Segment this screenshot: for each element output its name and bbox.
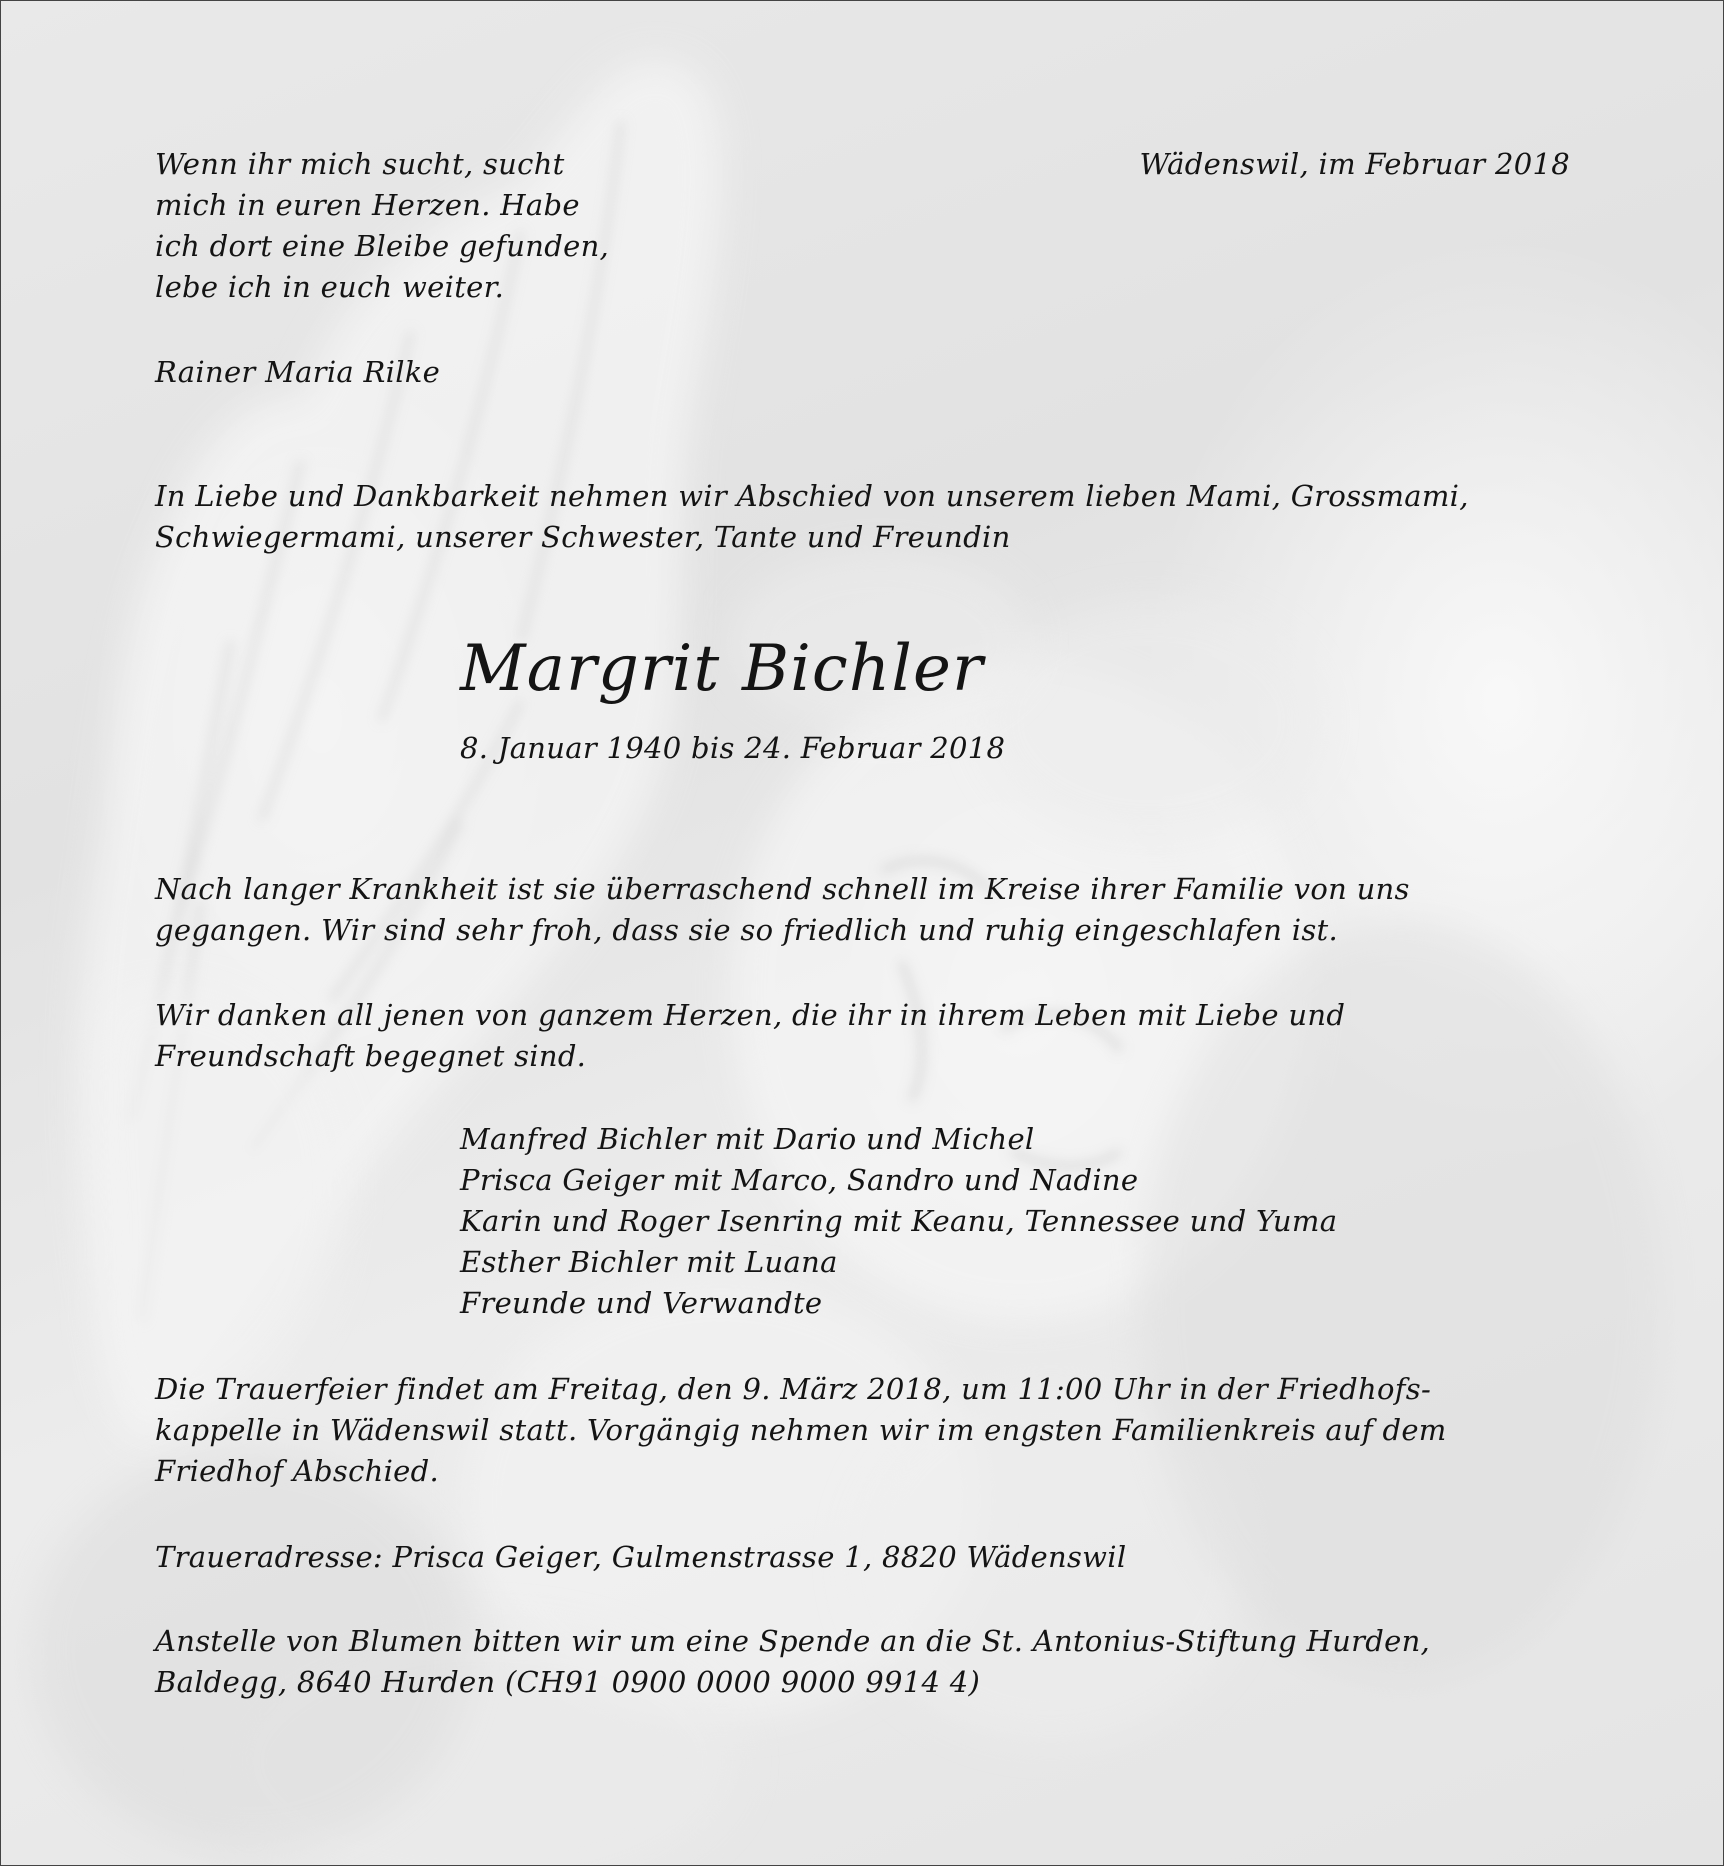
passing-paragraph [155,869,1410,951]
ceremony-info [155,1369,1447,1492]
intro-line: Schwiegermami, unserer Schwester, Tante und Freundin [155,520,1011,554]
ceremony-line: Die Trauerfeier findet am Freitag, den 9. März 2018, um 11:00 Uhr in der Friedhofs- [155,1372,1432,1406]
intro-text [155,476,1469,558]
life-dates: 8. Januar 1940 bis 24. Februar 2018 [460,731,1006,765]
quote-line: mich in euren Herzen. Habe [155,188,580,222]
quote-author: Rainer Maria Rilke [155,355,441,389]
quote-line: lebe ich in euch weiter. [155,270,505,304]
deceased-name: Margrit Bichler [460,632,984,706]
mourner-entry: Prisca Geiger mit Marco, Sandro und Nadine [460,1163,1139,1197]
quote-line: ich dort eine Bleibe gefunden, [155,229,610,263]
mourner-entry: Manfred Bichler mit Dario und Michel [460,1122,1035,1156]
quote-line: Wenn ihr mich sucht, sucht [155,147,565,181]
paragraph-line: Freundschaft begegnet sind. [155,1039,587,1073]
ceremony-line: kappelle in Wädenswil statt. Vorgängig nehmen wir im engsten Familienkreis auf dem [155,1413,1447,1447]
mourner-entry: Esther Bichler mit Luana [460,1245,838,1279]
mourning-address: Traueradresse: Prisca Geiger, Gulmenstrasse 1, 8820 Wädenswil [155,1540,1127,1574]
intro-line: In Liebe und Dankbarkeit nehmen wir Abschied von unserem lieben Mami, Grossmami, [155,479,1469,513]
thanks-paragraph [155,995,1345,1077]
mourners-list [460,1119,1337,1324]
rilke-quote [155,144,609,308]
paragraph-line: Wir danken all jenen von ganzem Herzen, die ihr in ihrem Leben mit Liebe und [155,998,1346,1032]
donation-request [155,1621,1430,1703]
place-and-date: Wädenswil, im Februar 2018 [1139,147,1570,181]
ceremony-line: Friedhof Abschied. [155,1454,440,1488]
mourner-entry: Freunde und Verwandte [460,1286,823,1320]
donation-line: Anstelle von Blumen bitten wir um eine Spende an die St. Antonius-Stiftung Hurden, [155,1624,1431,1658]
donation-line: Baldegg, 8640 Hurden (CH91 0900 0000 9000 9914 4) [155,1665,981,1699]
paragraph-line: gegangen. Wir sind sehr froh, dass sie so friedlich und ruhig eingeschlafen ist. [155,913,1338,947]
mourner-entry: Karin und Roger Isenring mit Keanu, Tennessee und Yuma [460,1204,1338,1238]
paragraph-line: Nach langer Krankheit ist sie überraschend schnell im Kreise ihrer Familie von uns [155,872,1410,906]
